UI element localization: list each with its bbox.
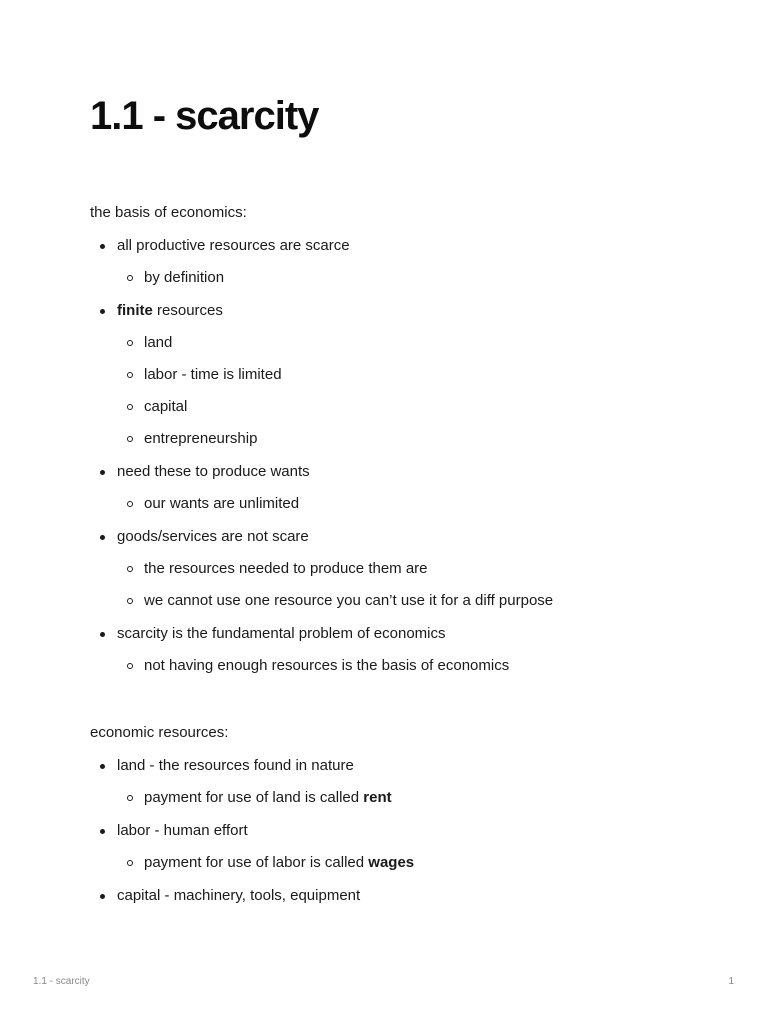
sub-list <box>117 559 730 611</box>
item-text: entrepreneurship <box>144 430 258 447</box>
sub-list-item <box>117 333 730 353</box>
page-number: 1 <box>728 976 734 987</box>
item-text: goods/services are not scare <box>117 528 309 545</box>
item-text: labor - time is limited <box>144 366 282 383</box>
sub-list <box>117 853 730 873</box>
item-bold-text: finite <box>117 302 153 319</box>
sub-list <box>117 268 730 288</box>
section-basis-of-economics <box>90 203 730 676</box>
item-bold-text: rent <box>363 789 392 806</box>
item-text: payment for use of labor is called <box>144 854 369 871</box>
sub-list-item <box>117 559 730 579</box>
sub-list-item <box>117 268 730 288</box>
sub-list <box>117 494 730 514</box>
bullet-list <box>90 236 730 676</box>
item-text: scarcity is the fundamental problem of economics <box>117 625 446 642</box>
list-item <box>90 624 730 676</box>
sub-list <box>117 333 730 449</box>
sub-list-item <box>117 429 730 449</box>
item-bold-text: wages <box>368 854 415 871</box>
item-text: we cannot use one resource you can’t use it for a diff purpose <box>144 592 554 609</box>
section-heading: the basis of economics: <box>90 204 247 221</box>
sub-list-item <box>117 591 730 611</box>
list-item <box>90 527 730 611</box>
item-text: payment for use of land is called <box>144 789 364 806</box>
page-title: 1.1 - scarcity <box>90 94 319 138</box>
footer-title: 1.1 - scarcity <box>33 976 90 987</box>
list-item <box>90 236 730 288</box>
sub-list-item <box>117 494 730 514</box>
item-text: not having enough resources is the basis of economics <box>144 657 510 674</box>
list-item <box>90 886 730 906</box>
bullet-list <box>90 756 730 906</box>
list-item <box>90 301 730 449</box>
item-text: resources <box>152 302 223 319</box>
item-text: land <box>144 334 173 351</box>
item-text: our wants are unlimited <box>144 495 300 512</box>
item-text: by definition <box>144 269 225 286</box>
sub-list <box>117 656 730 676</box>
section-heading: economic resources: <box>90 724 229 741</box>
list-item <box>90 821 730 873</box>
item-text: all productive resources are scarce <box>117 237 350 254</box>
list-item <box>90 462 730 514</box>
sub-list-item <box>117 656 730 676</box>
item-text: capital <box>144 398 188 415</box>
sub-list <box>117 788 730 808</box>
sub-list-item <box>117 788 730 808</box>
item-text: labor - human effort <box>117 822 248 839</box>
list-item <box>90 756 730 808</box>
item-text: capital - machinery, tools, equipment <box>117 887 361 904</box>
section-economic-resources <box>90 723 730 906</box>
item-text: land - the resources found in nature <box>117 757 354 774</box>
sub-list-item <box>117 365 730 385</box>
sub-list-item <box>117 853 730 873</box>
item-text: the resources needed to produce them are <box>144 560 428 577</box>
item-text: need these to produce wants <box>117 463 310 480</box>
sub-list-item <box>117 397 730 417</box>
